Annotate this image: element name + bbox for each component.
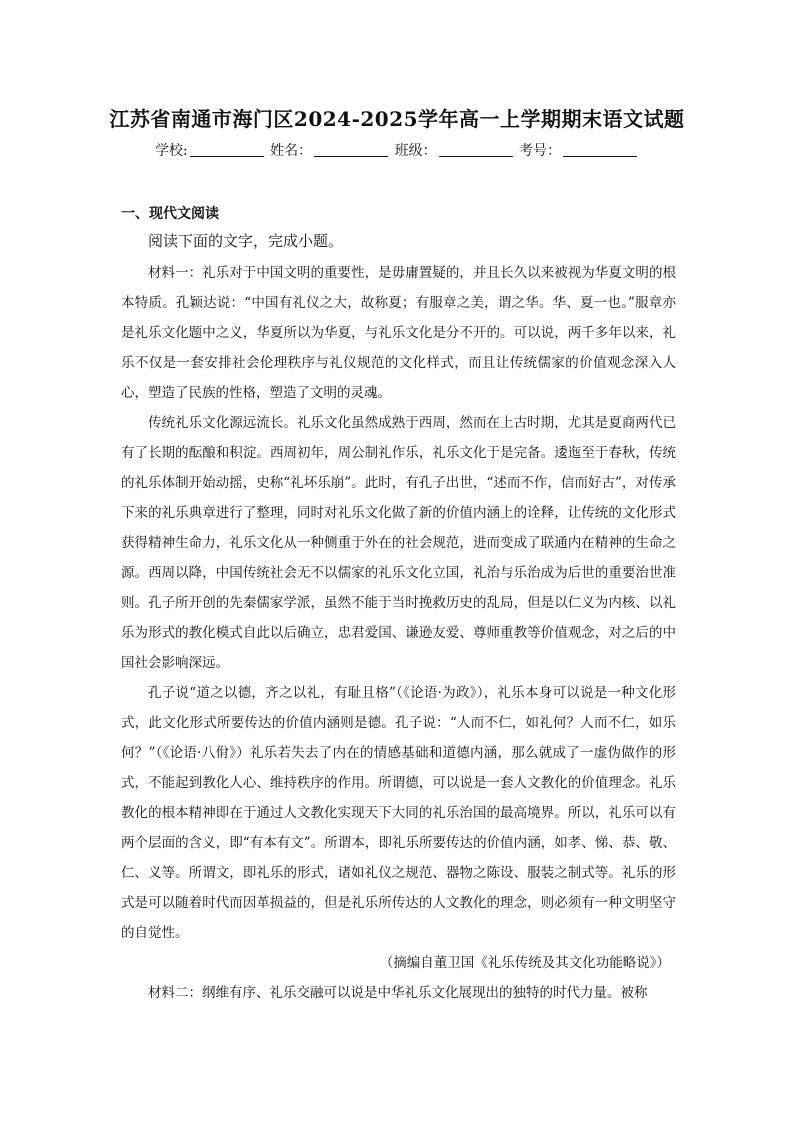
class-blank[interactable] bbox=[439, 156, 513, 157]
class-label: 班级： bbox=[394, 143, 437, 159]
student-info-line bbox=[0, 140, 794, 160]
school-blank[interactable] bbox=[190, 156, 264, 157]
name-blank[interactable] bbox=[314, 156, 388, 157]
section-heading: 一、现代文阅读 bbox=[121, 206, 219, 222]
exam-number-label: 考号： bbox=[519, 143, 562, 159]
paragraph-2: 传统礼乐文化源远流长。礼乐文化虽然成熟于西周，然而在上古时期，尤其是夏商两代已有了长期的酝酿和积淀。西周初年，周公制礼作乐，礼乐文化于是完备。逶迤至于春秋，传统的礼乐体制开始动摇，史称“礼坏乐崩”。此时，有孔子出世，“述而不作，信而好古”，对传承下来的礼乐典章进行了整理，同时对礼乐文化做了新的价值内涵上的诠释，让传统的文化形式获得精神生命力，礼乐文化从一种侧重于外在的社会规范，进而变成了联通内在精神的生命之源。西周以降，中国传统社会无不以儒家的礼乐文化立国，礼治与乐治成为后世的重要治世准则。孔子所开创的先秦儒家学派，虽然不能于当时挽救历史的乱局，但是以仁义为内核、以礼乐为形式的教化模式自此以后确立，忠君爱国、谦逊友爱、尊师重教等价值观念，对之后的中国社会影响深远。 bbox=[121, 415, 676, 671]
paragraph-3: 孔子说“道之以德，齐之以礼，有耻且格”（《论语·为政》），礼乐本身可以说是一种文化形式，此文化形式所要传达的价值内涵则是德。孔子说：“人而不仁，如礼何？人而不仁，如乐何？”（《论语·八佾》）礼乐若失去了内在的情感基础和道德内涵，那么就成了一虚伪做作的形式，不能起到教化人心、维持秩序的作用。所谓德，可以说是一套人文教化的价值理念。礼乐教化的根本精神即在于通过人文教化实现天下大同的礼乐治国的最高境界。所以，礼乐可以有两个层面的含义，即“有本有文”。所谓本，即礼乐所要传达的价值内涵，如孝、悌、恭、敬、仁、义等。所谓文，即礼乐的形式，诸如礼仪之规范、器物之陈设、服装之制式等。礼乐的形式是可以随着时代而因革损益的，但是礼乐所传达的人文教化的理念，则必须有一种文明坚守的自觉性。 bbox=[121, 685, 676, 941]
material-two-start: 材料二：纲维有序、礼乐交融可以说是中华礼乐文化展现出的独特的时代力量。被称 bbox=[148, 985, 648, 1001]
exam-title: 江苏省南通市海门区2024-2025学年高一上学期期末语文试题 bbox=[109, 107, 685, 131]
reading-passage bbox=[121, 258, 676, 1008]
paragraph-1: 材料一：礼乐对于中国文明的重要性，是毋庸置疑的，并且长久以来被视为华夏文明的根本特质。孔颖达说：“中国有礼仪之大，故称夏；有服章之美，谓之华。华、夏一也。”服章亦是礼乐文化题中之义，华夏所以为华夏，与礼乐文化是分不开的。可以说，两千多年以来，礼乐不仅是一套安排社会伦理秩序与礼仪规范的文化样式，而且让传统儒家的价值观念深入人心，塑造了民族的性格，塑造了文明的灵魂。 bbox=[121, 265, 676, 401]
name-label: 姓名： bbox=[270, 143, 313, 159]
exam-number-blank[interactable] bbox=[563, 156, 637, 157]
school-label: 学校: bbox=[154, 143, 188, 159]
section-instruction: 阅读下面的文字，完成小题。 bbox=[148, 232, 344, 250]
passage-source: （摘编自董卫国《礼乐传统及其文化功能略说》） bbox=[379, 955, 670, 971]
